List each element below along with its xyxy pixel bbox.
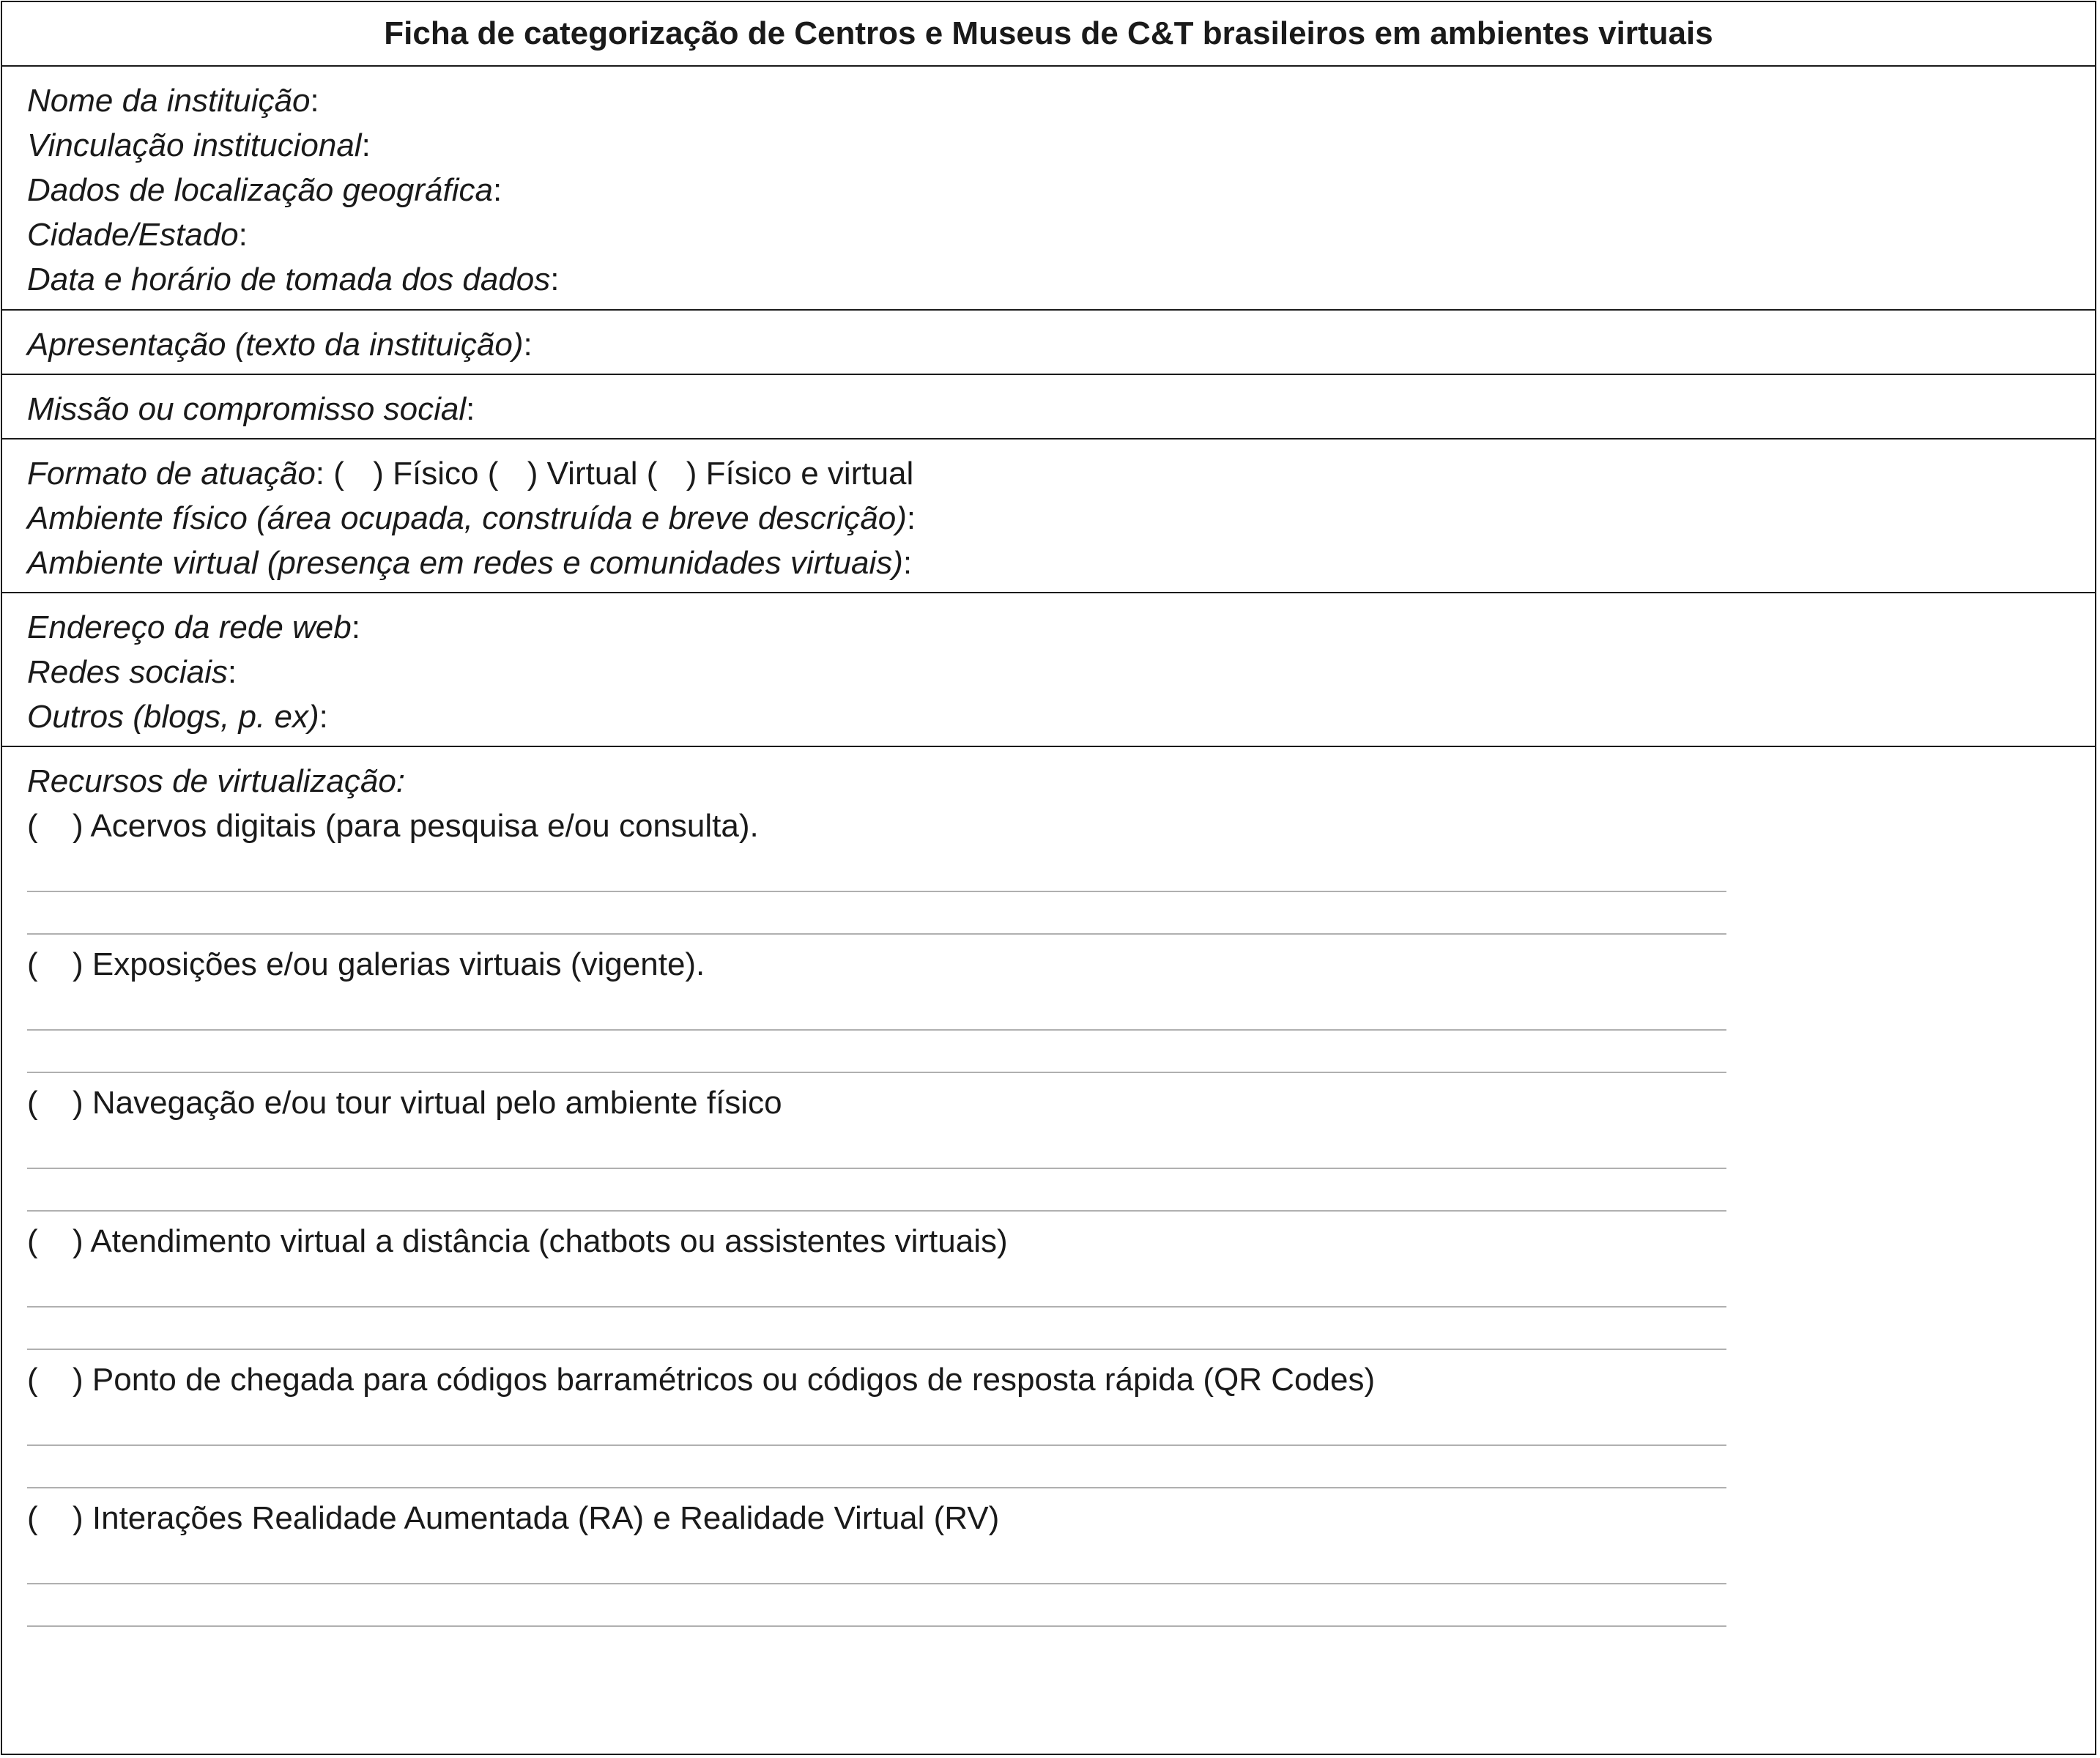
presentation-field — [27, 322, 2095, 367]
geo-location-field — [27, 168, 2095, 212]
resources-heading — [27, 759, 2095, 804]
resource-checkbox[interactable]: ( — [27, 1500, 38, 1536]
categorization-form — [1, 1, 2096, 1755]
others-field — [27, 694, 2095, 739]
option-virtual-label: ) Virtual — [527, 456, 638, 492]
colon: : — [466, 391, 475, 427]
answer-line[interactable] — [27, 1446, 1726, 1488]
resources-label: Recursos de virtualização: — [27, 763, 406, 799]
answer-line[interactable] — [27, 987, 1726, 1031]
answer-line[interactable] — [27, 892, 1726, 935]
resource-item — [27, 804, 2095, 848]
city-state-field — [27, 212, 2095, 257]
resource-item-label: ) Navegação e/ou tour virtual pelo ambiente físico — [73, 1085, 782, 1121]
institution-name-label: Nome da instituição — [27, 83, 311, 119]
colon: : — [310, 83, 319, 119]
resource-checkbox[interactable]: ( — [27, 808, 38, 844]
presentation-label: Apresentação (texto da instituição) — [27, 327, 524, 363]
resource-item — [27, 1496, 2095, 1540]
virtual-env-label: Ambiente virtual (presença em redes e comunidades virtuais) — [27, 545, 903, 581]
answer-line[interactable] — [27, 1264, 1726, 1308]
resource-item-label: ) Acervos digitais (para pesquisa e/ou consulta). — [73, 808, 759, 844]
answer-line[interactable] — [27, 1540, 1726, 1584]
institutional-link-label: Vinculação institucional — [27, 127, 362, 163]
answer-line[interactable] — [27, 1125, 1726, 1169]
format-field — [27, 451, 2095, 496]
colon: : — [550, 262, 560, 297]
social-networks-label: Redes sociais — [27, 654, 228, 690]
resource-item — [27, 1219, 2095, 1264]
social-networks-field — [27, 650, 2095, 694]
colon: : — [315, 456, 325, 492]
mission-field — [27, 387, 2095, 431]
geo-location-label: Dados de localização geográfica — [27, 172, 493, 208]
answer-line[interactable] — [27, 848, 1726, 892]
colon: : — [902, 545, 913, 581]
answer-line[interactable] — [27, 1308, 1726, 1350]
resource-checkbox[interactable]: ( — [27, 1085, 38, 1121]
identification-section — [2, 67, 2095, 311]
resource-checkbox[interactable]: ( — [27, 1223, 38, 1259]
format-label: Formato de atuação — [27, 456, 316, 492]
virtual-env-field — [27, 541, 2095, 585]
resource-item — [27, 942, 2095, 987]
option-both-label: ) Físico e virtual — [686, 456, 914, 492]
mission-label: Missão ou compromisso social — [27, 391, 467, 427]
checkbox-physical[interactable]: ( — [333, 456, 344, 492]
web-address-field — [27, 605, 2095, 650]
presentation-section — [2, 311, 2095, 375]
form-title: Ficha de categorização de Centros e Museus de C&T brasileiros em ambientes virtuais — [2, 2, 2095, 67]
resource-item — [27, 1357, 2095, 1402]
resource-checkbox[interactable]: ( — [27, 1362, 38, 1398]
institutional-link-field — [27, 123, 2095, 168]
colon: : — [361, 127, 371, 163]
resource-item-label: ) Interações Realidade Aumentada (RA) e Realidade Virtual (RV) — [73, 1500, 1000, 1536]
city-state-label: Cidade/Estado — [27, 217, 239, 253]
web-address-label: Endereço da rede web — [27, 609, 352, 645]
data-datetime-label: Data e horário de tomada dos dados — [27, 262, 551, 297]
mission-section — [2, 375, 2095, 440]
option-physical-label: ) Físico — [373, 456, 479, 492]
resource-checkbox[interactable]: ( — [27, 946, 38, 982]
answer-line[interactable] — [27, 1584, 1726, 1627]
web-section — [2, 593, 2095, 747]
answer-line[interactable] — [27, 1402, 1726, 1446]
answer-line[interactable] — [27, 1031, 1726, 1073]
physical-env-label: Ambiente físico (área ocupada, construída e breve descrição) — [27, 500, 907, 536]
format-section — [2, 440, 2095, 593]
data-datetime-field — [27, 257, 2095, 302]
institution-name-field — [27, 78, 2095, 123]
checkbox-virtual[interactable]: ( — [487, 456, 499, 492]
colon: : — [492, 172, 502, 208]
resources-section — [2, 747, 2095, 1627]
resource-item-label: ) Atendimento virtual a distância (chatbots ou assistentes virtuais) — [73, 1223, 1008, 1259]
checkbox-physical-virtual[interactable]: ( — [646, 456, 658, 492]
resource-item-label: ) Exposições e/ou galerias virtuais (vigente). — [73, 946, 705, 982]
colon: : — [319, 699, 328, 735]
resource-item-label: ) Ponto de chegada para códigos barramétricos ou códigos de resposta rápida (QR Codes) — [73, 1362, 1376, 1398]
physical-env-field — [27, 496, 2095, 541]
colon: : — [906, 500, 916, 536]
colon: : — [523, 327, 533, 363]
resource-item — [27, 1080, 2095, 1125]
others-label: Outros (blogs, p. ex) — [27, 699, 319, 735]
colon: : — [227, 654, 237, 690]
answer-line[interactable] — [27, 1169, 1726, 1212]
colon: : — [238, 217, 248, 253]
colon: : — [351, 609, 360, 645]
